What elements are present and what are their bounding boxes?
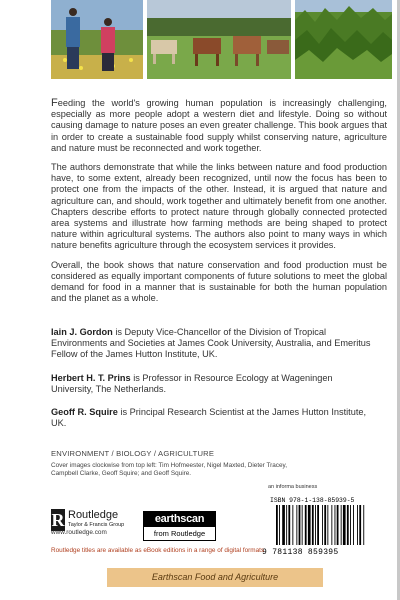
description-paragraph-1: Feeding the world's growing human population is increasingly challenging, especially as more people adopt a western diet and lifestyle. Doing so without causing damage to nature poses an even greater challenge. This book argues that in order to create a sustainable food supply whilst conserving nature, agriculture and nature must be reconnected and work together.	[51, 97, 387, 153]
routledge-group: Taylor & Francis Group	[68, 522, 125, 528]
author-bio-squire: Geoff R. Squire is Principal Research Scientist at the James Hutton Institute, UK.	[51, 407, 367, 429]
author-bio-prins: Herbert H. T. Prins is Professor in Resource Ecology at Wageningen University, The Netherlands.	[51, 373, 333, 395]
routledge-r-icon: R	[51, 510, 65, 530]
drop-cap: F	[51, 97, 58, 109]
earthscan-subline: from Routledge	[153, 529, 206, 538]
subject-categories: ENVIRONMENT / BIOLOGY / AGRICULTURE	[51, 449, 215, 458]
earthscan-logo	[143, 511, 216, 541]
publisher-url: www.routledge.com	[51, 529, 107, 536]
book-description	[51, 98, 387, 312]
ebook-availability-note: Routledge titles are available as eBook editions in a range of digital formats	[51, 547, 265, 554]
cover-image-credits: Cover images clockwise from top left: Tim Hofmeester, Nigel Maxted, Dieter Tracey, Campbell Clarke, Geoff Squire; and Geoff Squire.	[51, 462, 288, 477]
cover-photo-strip	[51, 0, 392, 79]
series-title: Earthscan Food and Agriculture	[151, 572, 279, 582]
routledge-logo	[51, 509, 141, 545]
isbn-barcode	[268, 505, 381, 547]
description-paragraph-2: The authors demonstrate that while the links between nature and food production have, to some extent, already been recognized, until now the focus has been to protect one from the impacts of the other. Instead, it is argued that nature and agriculture can, and should, work together and ultimately benefit from one another. Chapters describe efforts to protect nature through globally connected protected area systems and illustrate how farming methods are being shaped to protect nature within agricultural systems. The authors also point to many ways in which nature benefits agriculture through the ecosystem services it provides.	[51, 162, 387, 251]
author-bio-gordon: Iain J. Gordon is Deputy Vice-Chancellor of the Division of Tropical Environments and Societies at James Cook University, Australia, and Emeritus Fellow of the James Hutton Institute, UK.	[51, 327, 371, 360]
farmers-in-field-photo	[51, 0, 143, 79]
cattle-on-grassland-photo	[147, 0, 291, 79]
informa-note: an informa business	[268, 484, 318, 490]
series-banner	[107, 568, 323, 587]
routledge-name: Routledge	[68, 509, 119, 521]
crop-field-photo	[295, 0, 392, 79]
description-paragraph-3: Overall, the book shows that nature conservation and food production must be considered as equally important components of future solutions to meet the global demand for food in a manner that is sustainable for both the human population and the planet as a whole.	[51, 259, 387, 304]
isbn-digits: 9 781138 859395	[262, 548, 339, 557]
earthscan-wordmark: earthscan	[144, 512, 215, 527]
isbn-label: ISBN 978-1-138-85939-5	[270, 497, 355, 504]
